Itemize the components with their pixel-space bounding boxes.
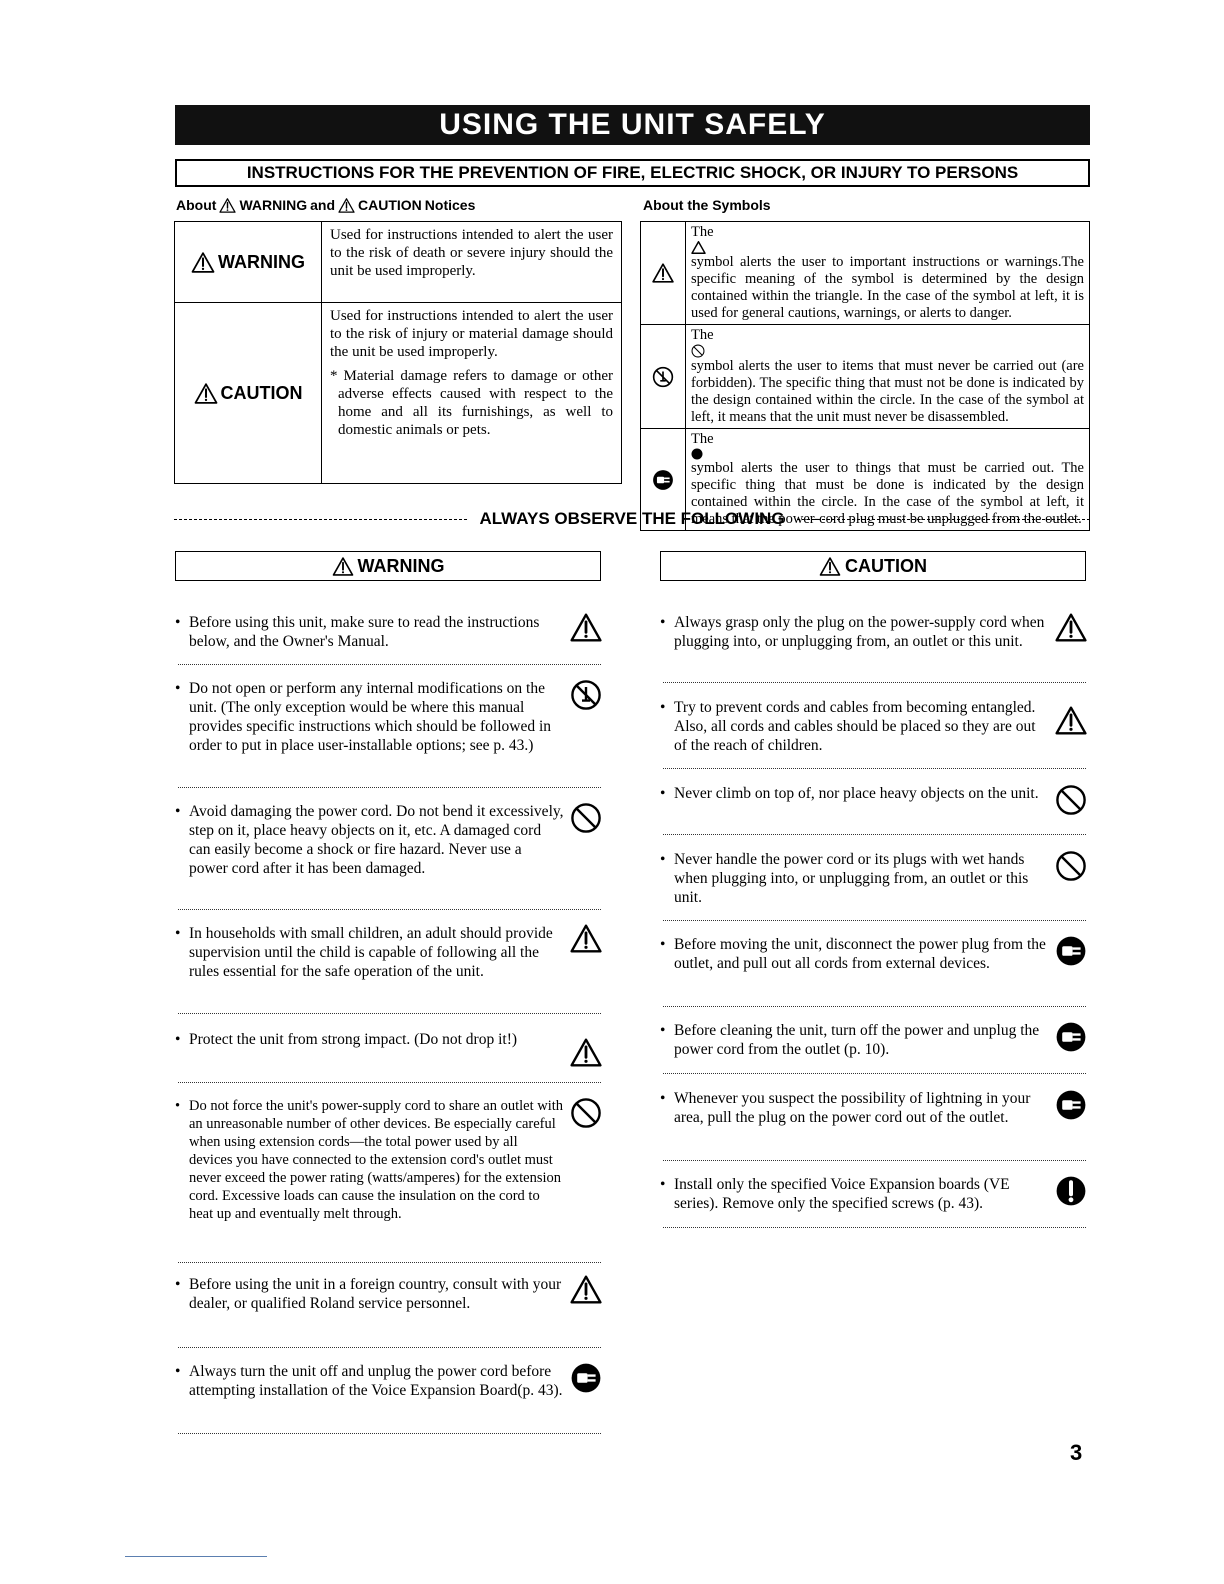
subtitle: INSTRUCTIONS FOR THE PREVENTION OF FIRE, ELECTRIC SHOCK, OR INJURY TO PERSONS <box>175 159 1090 187</box>
caution-triangle-icon <box>1055 706 1087 735</box>
item-text: Never handle the power cord or its plugs with wet hands when plugging into, or unplugging from, an outlet or this unit. <box>674 851 1029 906</box>
warning-heading-text: WARNING <box>357 555 445 576</box>
warning-triangle-icon <box>191 252 215 273</box>
symbols-heading <box>643 197 771 213</box>
exclamation-icon <box>1055 1175 1087 1207</box>
item-text: Whenever you suspect the possibility of lightning in your area, pull the plug on the power cord out of the outlet. <box>674 1090 1031 1126</box>
item-text: Always grasp only the plug on the power-supply cord when plugging into, or unplugging from, an outlet or this unit. <box>674 614 1045 650</box>
unplug-icon <box>652 469 674 491</box>
list-item: • Always grasp only the plug on the power-supply cord when plugging into, or unplugging from, an outlet or this unit. <box>660 613 1087 651</box>
caution-heading-text: CAUTION <box>845 555 927 576</box>
prohibited-icon <box>691 344 705 358</box>
list-item: • Whenever you suspect the possibility of lightning in your area, pull the plug on the power cord out of the outlet. <box>660 1089 1087 1127</box>
list-item: • Before cleaning the unit, turn off the power and unplug the power cord from the outlet (p. 10). <box>660 1021 1087 1059</box>
symbol-text-body: symbol alerts the user to important instructions or warnings.The specific meaning of the symbol is determined by the design contained within the triangle. In the case of the symbol at left, it is used for general cautions, warnings, or alerts to danger. <box>691 254 1084 321</box>
prohibited-icon <box>570 802 602 834</box>
warning-triangle-icon <box>570 613 602 642</box>
warning-triangle-icon <box>219 198 236 213</box>
notices-table <box>174 221 622 484</box>
item-text: Before using the unit in a foreign country, consult with your dealer, or qualified Roland service personnel. <box>189 1276 562 1312</box>
list-item: • Never handle the power cord or its plugs with wet hands when plugging into, or unplugging from, an outlet or this unit. <box>660 850 1087 907</box>
always-observe-divider <box>174 508 1090 530</box>
symbol-text-lead: The <box>691 327 714 343</box>
triangle-outline-icon <box>691 241 706 254</box>
caution-label-cell <box>175 303 322 484</box>
warning-triangle-icon <box>570 1038 602 1067</box>
item-text: Do not open or perform any internal modifications on the unit. (The only exception would be where this manual provides specific instructions which should be followed in order to put in place user-installable options; see p. 43.) <box>189 680 552 754</box>
caution-column-heading <box>660 551 1086 581</box>
prohibited-icon <box>1055 784 1087 816</box>
prohibited-icon <box>1055 850 1087 882</box>
item-text: Before using this unit, make sure to read the instructions below, and the Owner's Manual. <box>189 614 540 650</box>
list-item: • Before using the unit in a foreign country, consult with your dealer, or qualified Roland service personnel. <box>175 1275 602 1313</box>
notices-heading-warning: WARNING <box>239 197 308 213</box>
prohibited-icon <box>570 1097 602 1129</box>
warning-triangle-icon <box>652 263 674 283</box>
item-text: Do not force the unit's power-supply cord to share an outlet with an unreasonable number of other devices. Be especially careful when using extension cords—the total power used by all devices you have connected to the extension cord's outlet must never exceed the power rating (watts/amperes) for the extension cord. Excessive loads can cause the insulation on the cord to heat up and eventually melt through. <box>189 1098 563 1222</box>
notices-heading-caution: CAUTION <box>358 197 422 213</box>
filled-circle-icon <box>691 448 703 460</box>
list-item: • Never climb on top of, nor place heavy objects on the unit. <box>660 784 1087 816</box>
symbol-text-lead: The <box>691 224 714 240</box>
warning-triangle-icon <box>332 557 354 576</box>
notices-heading-and: and <box>310 197 335 213</box>
caution-description: Used for instructions intended to alert the user to the risk of injury or material damage should the unit be used improperly. <box>330 308 613 360</box>
caution-triangle-icon <box>819 557 841 576</box>
warning-description: Used for instructions intended to alert the user to the risk of death or severe injury should the unit be used improperly. <box>322 222 622 303</box>
list-item: • Before moving the unit, disconnect the power plug from the outlet, and pull out all cords from external devices. <box>660 935 1087 973</box>
triangle-symbol-description <box>686 222 1090 325</box>
list-item: • Do not force the unit's power-supply cord to share an outlet with an unreasonable number of other devices. Be especially careful when using extension cords—the total power used by all devices you have connected to the extension cord's outlet must never exceed the power rating (watts/amperes) for the extension cord. Excessive loads can cause the insulation on the cord to heat up and eventually melt through. <box>175 1097 602 1223</box>
warning-triangle-icon <box>570 1275 602 1304</box>
list-item: • Avoid damaging the power cord. Do not bend it excessively, step on it, place heavy objects on it, etc. A damaged cord can easily become a shock or fire hazard. Never use a power cord after it has been damaged. <box>175 802 602 878</box>
notices-heading-prefix: About <box>176 197 217 213</box>
caution-label: CAUTION <box>220 382 303 403</box>
unplug-icon <box>1055 935 1087 967</box>
warning-label-cell <box>175 222 322 303</box>
footer-rule <box>125 1556 267 1557</box>
prohibit-symbol-description <box>686 325 1090 429</box>
unplug-icon <box>570 1362 602 1394</box>
item-text: Before cleaning the unit, turn off the power and unplug the power cord from the outlet (p. 10). <box>674 1022 1040 1058</box>
page-number: 3 <box>1070 1440 1083 1465</box>
item-text: Never climb on top of, nor place heavy objects on the unit. <box>674 785 1039 802</box>
symbol-cell <box>641 325 686 429</box>
list-item: • Protect the unit from strong impact. (Do not drop it!) <box>175 1030 602 1067</box>
unplug-icon <box>1055 1089 1087 1121</box>
warning-triangle-icon <box>570 924 602 953</box>
item-text: In households with small children, an adult should provide supervision until the child is capable of following all the rules essential for the safe operation of the unit. <box>189 925 553 980</box>
list-item: • In households with small children, an adult should provide supervision until the child is capable of following all the rules essential for the safe operation of the unit. <box>175 924 602 981</box>
list-item: • Always turn the unit off and unplug the power cord before attempting installation of the Voice Expansion Board(p. 43). <box>175 1362 602 1400</box>
caution-note: * Material damage refers to damage or other adverse effects caused with respect to the home and all its furnishings, as well to domestic animals or pets. <box>330 368 613 438</box>
symbol-text-lead: The <box>691 431 714 447</box>
unplug-icon <box>1055 1021 1087 1053</box>
list-item: • Before using this unit, make sure to read the instructions below, and the Owner's Manual. <box>175 613 602 651</box>
notices-heading <box>176 197 475 213</box>
symbol-text-body: symbol alerts the user to items that must never be carried out (are forbidden). The specific thing that must not be done is indicated by the design contained within the circle. In the case of the symbol at left, it means that the unit must never be disassembled. <box>691 358 1084 425</box>
item-text: Before moving the unit, disconnect the power plug from the outlet, and pull out all cords from external devices. <box>674 936 1046 972</box>
item-text: Avoid damaging the power cord. Do not bend it excessively, step on it, place heavy objects on it, etc. A damaged cord can easily become a shock or fire hazard. Never use a power cord after it has been damaged. <box>189 803 564 877</box>
no-disassembly-icon <box>570 679 602 711</box>
caution-triangle-icon <box>1055 613 1087 642</box>
no-disassembly-icon <box>652 366 674 388</box>
warning-column-heading <box>175 551 601 581</box>
list-item: • Try to prevent cords and cables from becoming entangled. Also, all cords and cables should be placed so they are out of the reach of children. <box>660 698 1087 755</box>
symbols-heading-text: About the Symbols <box>643 197 771 213</box>
caution-triangle-icon <box>194 383 218 404</box>
symbol-text-body: symbol alerts the user to things that must be carried out. The specific thing that must be done is indicated by the design contained within the circle. In the case of the symbol at left, it means that the power-cord plug must be unplugged from the outlet. <box>691 460 1084 527</box>
item-text: Try to prevent cords and cables from becoming entangled. Also, all cords and cables should be placed so they are out of the reach of children. <box>674 699 1036 754</box>
item-text: Protect the unit from strong impact. (Do not drop it!) <box>189 1031 518 1048</box>
caution-triangle-icon <box>338 198 355 213</box>
symbols-table <box>640 221 1090 531</box>
warning-label: WARNING <box>218 251 305 272</box>
notices-heading-suffix: Notices <box>424 197 476 213</box>
page-title: USING THE UNIT SAFELY <box>175 105 1090 145</box>
list-item: • Install only the specified Voice Expansion boards (VE series). Remove only the specified screws (p. 43). <box>660 1175 1087 1213</box>
item-text: Install only the specified Voice Expansion boards (VE series). Remove only the specified screws (p. 43). <box>674 1176 1010 1212</box>
caution-description-cell <box>322 303 622 484</box>
item-text: Always turn the unit off and unplug the power cord before attempting installation of the Voice Expansion Board(p. 43). <box>189 1363 563 1399</box>
symbol-cell <box>641 222 686 325</box>
always-observe-heading: ALWAYS OBSERVE THE FOLLOWING <box>479 509 785 528</box>
list-item: • Do not open or perform any internal modifications on the unit. (The only exception would be where this manual provides specific instructions which should be followed in order to put in place user-installable options; see p. 43.) <box>175 679 602 755</box>
